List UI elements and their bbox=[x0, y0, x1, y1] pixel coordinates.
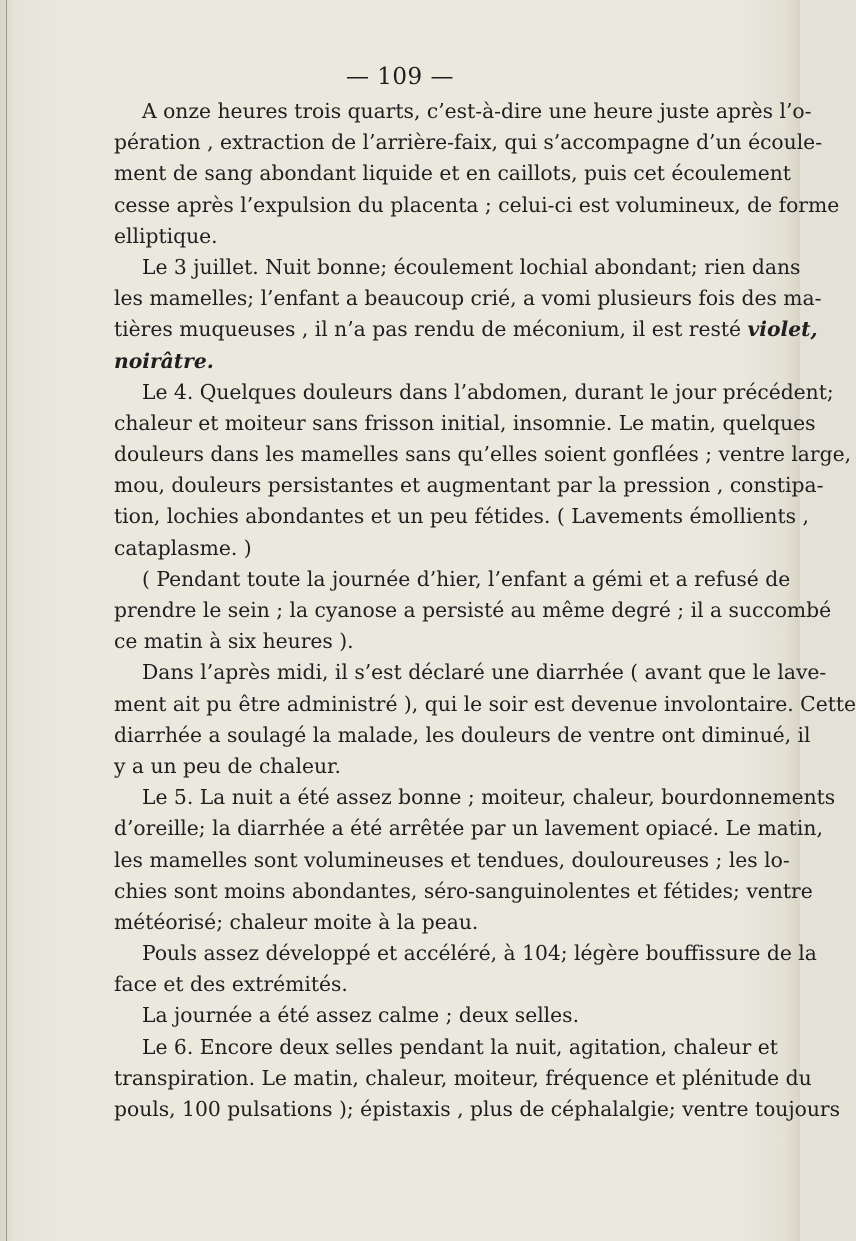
text-line: face et des extrémités. bbox=[114, 972, 348, 997]
paragraph-1 bbox=[114, 96, 840, 252]
paragraph-8 bbox=[114, 1000, 680, 1031]
text-line: chies sont moins abondantes, séro-sanguinolentes et fétides; ventre bbox=[114, 878, 813, 903]
page-edge-line bbox=[6, 0, 7, 1241]
text-line: pouls, 100 pulsations ); épistaxis , plus de céphalalgie; ventre toujours bbox=[114, 1097, 841, 1121]
text-line: Le 3 juillet. Nuit bonne; écoulement lochial abondant; rien dans bbox=[142, 254, 801, 279]
paragraph-6 bbox=[114, 782, 836, 938]
text-run: tières muqueuses , il n’a pas rendu de méconium, il est resté bbox=[114, 317, 742, 342]
text-line-with-emphasis bbox=[114, 314, 818, 345]
text-line: A onze heures trois quarts, c’est-à-dire une heure juste après l’o- bbox=[142, 99, 812, 123]
text-line: ce matin à six heures ). bbox=[114, 629, 354, 654]
text-line bbox=[114, 346, 680, 377]
text-line: Pouls assez développé et accéléré, à 104; légère bouffissure de la bbox=[142, 941, 817, 966]
text-line: diarrhée a soulagé la malade, les douleurs de ventre ont diminué, il bbox=[114, 722, 811, 747]
text-line: ment de sang abondant liquide et en caillots, puis cet écoulement bbox=[114, 161, 791, 186]
text-line: elliptique. bbox=[114, 223, 218, 248]
emphasis-word: noirâtre. bbox=[114, 348, 214, 373]
text-line: ment ait pu être administré ), qui le soir est devenue involontaire. Cette bbox=[114, 691, 856, 716]
text-line: douleurs dans les mamelles sans qu’elles soient gonflées ; ventre large, bbox=[114, 442, 852, 467]
text-line: chaleur et moiteur sans frisson initial, insomnie. Le matin, quelques bbox=[114, 410, 816, 435]
text-line: cesse après l’expulsion du placenta ; celui-ci est volumineux, de forme bbox=[114, 192, 840, 217]
paragraph-4 bbox=[114, 564, 832, 658]
body-text bbox=[114, 96, 856, 1125]
emphasis-word: violet, bbox=[747, 317, 818, 342]
text-line: météorisé; chaleur moite à la peau. bbox=[114, 909, 479, 934]
text-line: d’oreille; la diarrhée a été arrêtée par un lavement opiacé. Le matin, bbox=[114, 816, 823, 841]
text-line: cataplasme. ) bbox=[114, 535, 252, 560]
paragraph-5 bbox=[114, 657, 856, 782]
text-line: Le 5. La nuit a été assez bonne ; moiteur, chaleur, bourdonnements bbox=[142, 785, 836, 810]
text-line: y a un peu de chaleur. bbox=[114, 753, 341, 778]
text-line: Le 6. Encore deux selles pendant la nuit, agitation, chaleur et bbox=[142, 1034, 778, 1059]
text-line: ( Pendant toute la journée d’hier, l’enfant a gémi et a refusé de bbox=[142, 566, 791, 591]
text-line: tion, lochies abondantes et un peu fétides. ( Lavements émollients , bbox=[114, 504, 809, 529]
text-line: prendre le sein ; la cyanose a persisté au même degré ; il a succombé bbox=[114, 598, 832, 622]
page-number: — 109 — bbox=[345, 64, 455, 90]
text-line: les mamelles sont volumineuses et tendues, douloureuses ; les lo- bbox=[114, 847, 790, 872]
paragraph-7 bbox=[114, 938, 817, 1000]
text-line: La journée a été assez calme ; deux selles. bbox=[142, 1003, 580, 1028]
text-line: Dans l’après midi, il s’est déclaré une diarrhée ( avant que le lave- bbox=[142, 660, 827, 685]
text-line: les mamelles; l’enfant a beaucoup crié, a vomi plusieurs fois des ma- bbox=[114, 286, 822, 311]
paragraph-2 bbox=[114, 252, 822, 377]
paragraph-9 bbox=[114, 1032, 841, 1126]
text-line: mou, douleurs persistantes et augmentant par la pression , constipa- bbox=[114, 473, 824, 498]
paragraph-3 bbox=[114, 377, 852, 564]
text-line: pération , extraction de l’arrière-faix, qui s’accompagne d’un écoule- bbox=[114, 130, 823, 155]
text-line: Le 4. Quelques douleurs dans l’abdomen, durant le jour précédent; bbox=[142, 379, 834, 404]
text-line: transpiration. Le matin, chaleur, moiteur, fréquence et plénitude du bbox=[114, 1065, 812, 1090]
